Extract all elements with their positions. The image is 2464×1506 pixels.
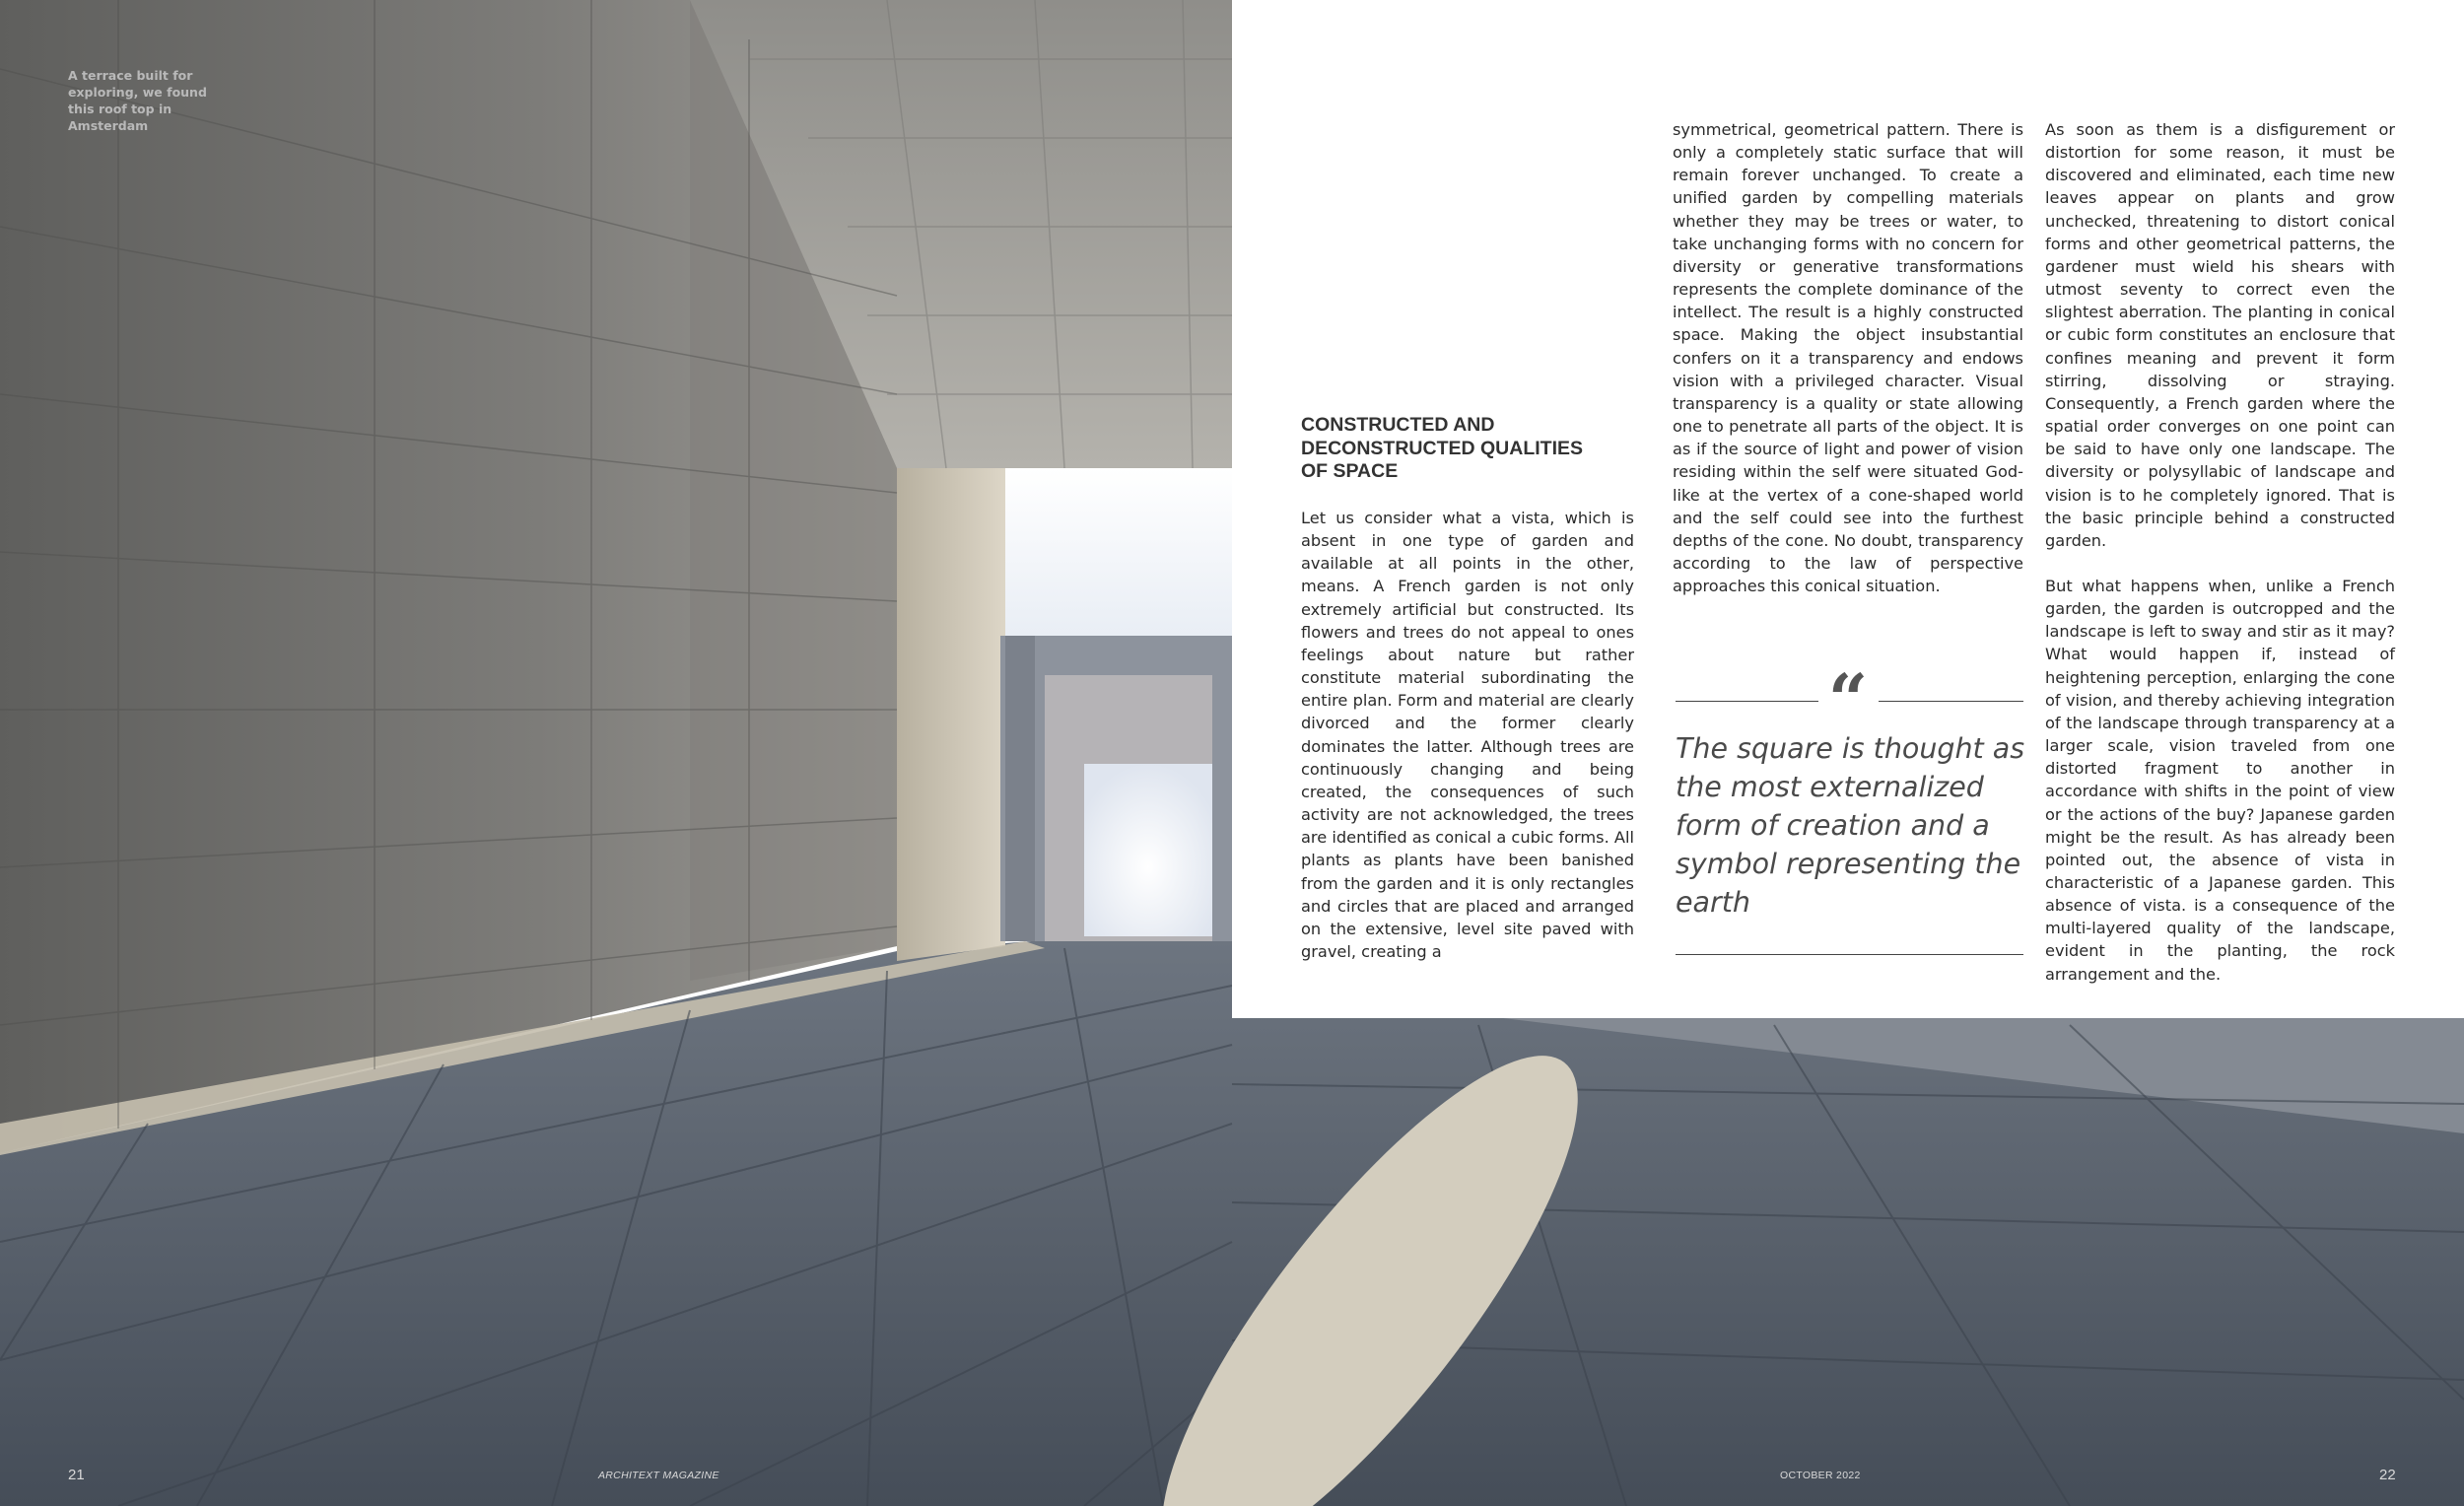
quote-icon: “: [1827, 658, 1869, 740]
pull-quote: The square is thought as the most externalized form of creation and a symbol representing the earth: [1676, 732, 2025, 919]
photo-caption: A terrace built for exploring, we found this roof top in Amsterdam: [68, 68, 207, 133]
paragraph: As soon as them is a disfigurement or distortion for some reason, it must be discovered and eliminated, each time new leaves appear on plants and grow unchecked, threatening to distort conical forms and other geometrical patterns, the gardener must wield his shears with utmost seventy to correct even the slightest aberration. The planting in conical or cubic form constitutes an enclosure that confines meaning and prevent it form stirring, dissolving or straying. Consequently, a French garden where the spatial order converges on one point can be said to have only one landscape. The diversity or polysyllabic of landscape and vision is to he completely ignored. That is the basic principle behind a constructed garden.: [2045, 120, 2395, 550]
page-number-left: 21: [68, 1467, 85, 1483]
paragraph: Let us consider what a vista, which is absent in one type of garden and available at all points in the other, means. A French garden is not only extremely artificial but constructed. Its flowers and trees do not appeal to ones feelings about nature but rather constitute material subordinating the entire plan. Form and material are clearly divorced and the former clearly dominates the latter. Although trees are continuously changing and being created, the consequences of such activity are not acknowledged, the trees are identified as conical a cubic forms. All plants as plants have been banished from the garden and it is only rectangles and circles that are placed and arranged on the extensive, level site paved with gravel, creating a: [1301, 509, 1634, 961]
paragraph: But what happens when, unlike a French garden, the garden is outcropped and the landscape is left to sway and stir as it may? What would happen if, instead of heightening perception, enlarging the cone of vision, and thereby achieving integration of the landscape through transparency at a larger scale, vision traveled from one distorted fragment to another in accordance with shifts in the point of view or the actions of the buy? Japanese garden might be the result. As has already been pointed out, the absence of vista in characteristic of a Japanese garden. This absence of vista. is a consequence of the multi-layered quality of the landscape, evident in the planting, the rock arrangement and the.: [2045, 576, 2395, 984]
issue-date: OCTOBER 2022: [1780, 1470, 1861, 1481]
magazine-name: ARCHITEXT MAGAZINE: [598, 1470, 719, 1481]
article-panel: [1232, 0, 2464, 1018]
quote-rule-left: [1676, 701, 1818, 702]
text-column-1: [1301, 507, 1634, 963]
page-number-right: 22: [2379, 1467, 2396, 1483]
quote-rule-bottom: [1676, 954, 2023, 955]
quote-rule-right: [1879, 701, 2023, 702]
text-column-2: [1673, 118, 2023, 597]
article-title: CONSTRUCTED AND DECONSTRUCTED QUALITIES OF SPACE: [1301, 414, 1584, 482]
paragraph: symmetrical, geometrical pattern. There is only a completely static surface that will remain forever unchanged. To create a unified garden by compelling materials whether they may be trees or water, to take unchanging forms with no concern for diversity or generative transformations represents the complete dominance of the intellect. The result is a highly constructed space. Making the object insubstantial confers on it a transparency and endows vision with a privileged character. Visual transparency is a quality or state allowing one to penetrate all parts of the object. It is as if the source of light and power of vision residing within the self were situated God-like at the vertex of a cone-shaped world and the self could see into the furthest depths of the cone. No doubt, transparency according to the law of perspective approaches this conical situation.: [1673, 120, 2023, 596]
text-column-3: [2045, 118, 2395, 986]
